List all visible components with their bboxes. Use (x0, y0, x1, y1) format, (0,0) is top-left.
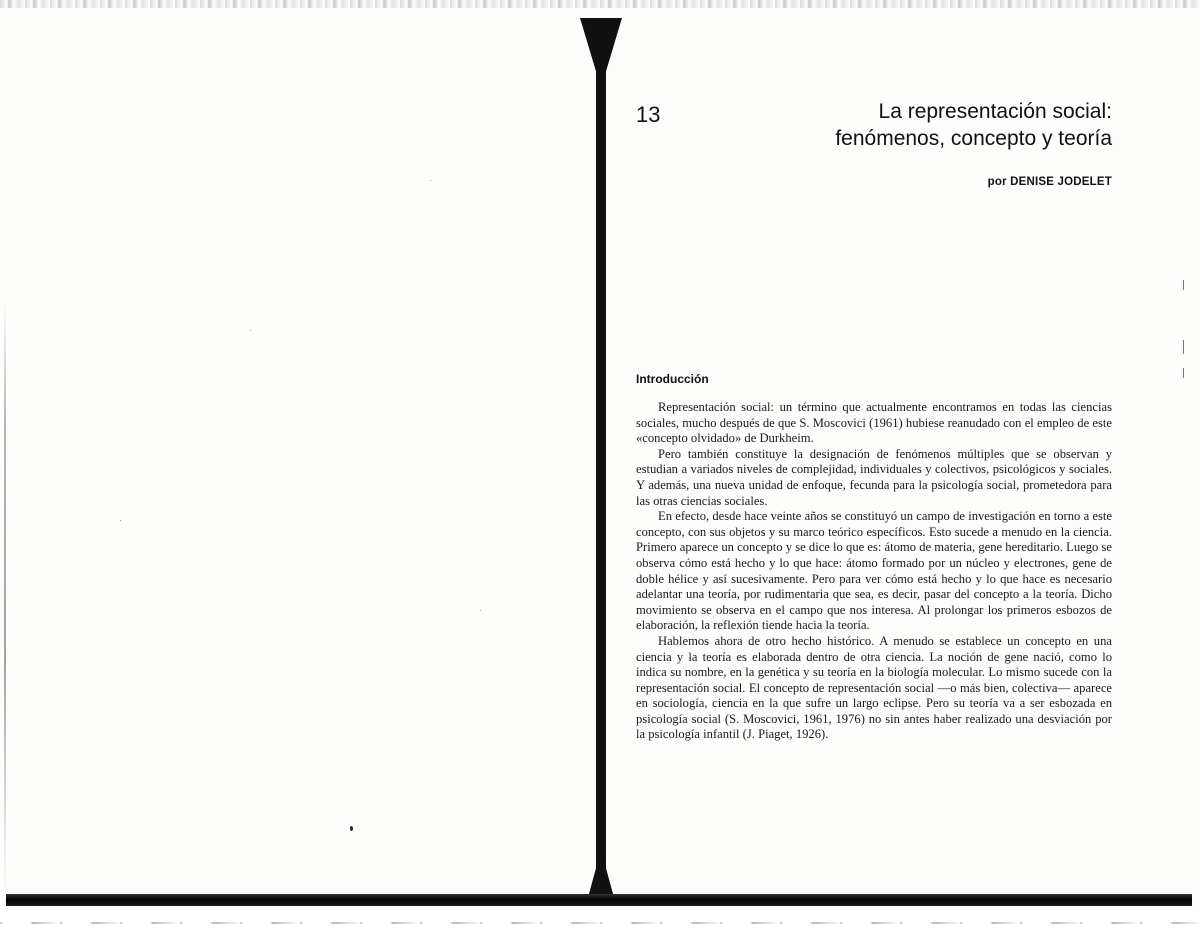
section-heading: Introducción (636, 372, 709, 386)
body-text (636, 400, 1112, 743)
right-edge-mark (1183, 340, 1184, 354)
left-page-edge (4, 300, 6, 900)
scan-speck (250, 330, 251, 331)
chapter-number: 13 (636, 102, 661, 127)
chapter-title-line-2: fenómenos, concepto y teoría (835, 127, 1112, 150)
right-page (636, 90, 1112, 742)
chapter-title (835, 98, 1112, 152)
author-byline: por DENISE JODELET (987, 176, 1112, 188)
scan-bottom-noise (0, 922, 1200, 924)
right-edge-mark (1183, 368, 1184, 378)
book-gutter (596, 18, 606, 913)
left-page-blank (0, 0, 598, 931)
chapter-title-line-1: La representación social: (878, 100, 1112, 123)
right-edge-mark (1183, 280, 1184, 290)
scan-bottom-margin (0, 906, 1200, 931)
chapter-header (636, 90, 1112, 160)
paragraph-1: Representación social: un término que actualmente encontramos en todas las ciencias sociales, mucho después de que S. Moscovici (1961) hubiese reanudado con el empleo de este «concepto olvidado» de Durkheim. (636, 400, 1112, 446)
scan-speck (480, 610, 481, 611)
scan-speck (430, 180, 431, 181)
scan-speck (350, 826, 353, 831)
paragraph-4: Hablemos ahora de otro hecho histórico. A menudo se establece un concepto en una ciencia y la teoría es elaborada dentro de otra ciencia. La noción de gene nació, como lo indica su nombre, en la genética y su teoría en la biología molecular. Lo mismo sucede con la representación social. El concepto de representación social —o más bien, colectiva— aparece en sociología, ciencia en la que sufre un largo eclipse. Pero su teoría va a ser esbozada en psicología social (S. Moscovici, 1961, 1976) no sin antes haber realizado una desviación por la psicología infantil (J. Piaget, 1926). (636, 633, 1112, 742)
scan-speck (120, 520, 121, 521)
paragraph-2: Pero también constituye la designación de fenómenos múltiples que se observan y estudian a variados niveles de complejidad, individuales y colectivos, psicológicos y sociales. Y además, una nueva unidad de enfoque, fecunda para la psicología social, prometedora para las otras ciencias sociales. (636, 446, 1112, 508)
paragraph-3: En efecto, desde hace veinte años se constituyó un campo de investigación en torno a este concepto, con sus objetos y su marco teórico específicos. Esto sucede a menudo en la ciencia. Primero aparece un concepto y se dice lo que es: átomo de materia, gene hereditario. Luego se observa cómo está hecho y lo que hace: átomo formado por un núcleo y electrones, gene de doble hélice y así sucesivamente. Pero para ver cómo está hecho y lo que hace es necesario adelantar una teoría, por rudimentaria que sea, es decir, pasar del concepto a la teoría. Dicho movimiento se observa en el campo que nos interesa. Al prolongar los primeros esbozos de elaboración, la reflexión tiende hacia la teoría. (636, 509, 1112, 633)
